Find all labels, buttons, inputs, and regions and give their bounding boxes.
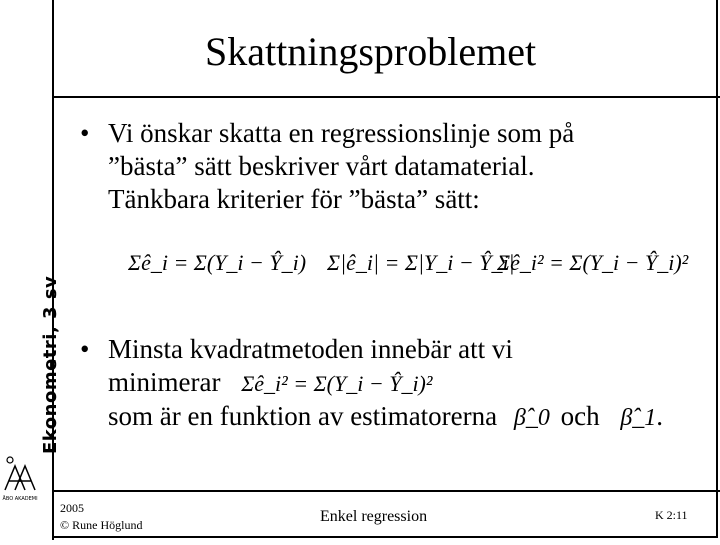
logo-text: ÅBO AKADEMI — [2, 496, 38, 502]
bullet-1-line-2: ”bästa” sätt beskriver vårt datamaterial. — [108, 151, 535, 181]
bullet-2-line-3: som är en funktion av estimatorerna — [108, 401, 498, 431]
sidebar-divider — [52, 0, 54, 540]
bullet-1 — [80, 117, 700, 216]
university-logo — [2, 456, 38, 540]
bullet-2-line-2: minimerar — [108, 367, 221, 397]
bullet-1-line-1: Vi önskar skatta en regressionslinje som på — [108, 118, 575, 148]
footer-author: © Rune Höglund — [60, 518, 143, 532]
footer-year: 2005 — [60, 501, 84, 515]
bullet-dot: • — [80, 334, 90, 364]
title-divider — [52, 96, 720, 98]
bullet-2-line-1: Minsta kvadratmetoden innebär att vi — [108, 334, 513, 364]
beta1-symbol: β̂_1 — [620, 405, 657, 431]
and-word: och — [560, 401, 600, 431]
bullet-dot: • — [80, 118, 90, 148]
period: . — [656, 401, 664, 431]
footer-divider — [52, 490, 720, 492]
criterion-sum-squared-residuals: Σê_i² = Σ(Y_i − Ŷ_i)² — [497, 250, 689, 275]
criterion-sum-residuals: Σê_i = Σ(Y_i − Ŷ_i) — [128, 250, 307, 275]
page-title: Skattningsproblemet — [205, 29, 537, 74]
bullet-2 — [80, 333, 700, 435]
criterion-sum-absolute-residuals: Σ|ê_i| = Σ|Y_i − Ŷ_i| — [327, 250, 515, 275]
course-label: Ekonometri, 3 sv — [40, 275, 61, 454]
footer-topic: Enkel regression — [320, 508, 428, 525]
minimize-formula: Σê_i² = Σ(Y_i − Ŷ_i)² — [241, 371, 433, 396]
logo-icon — [2, 456, 38, 540]
slide-number: K 2:11 — [655, 508, 688, 522]
bullet-1-line-3: Tänkbara kriterier för ”bästa” sätt: — [108, 184, 480, 214]
beta0-symbol: β̂_0 — [513, 405, 550, 431]
